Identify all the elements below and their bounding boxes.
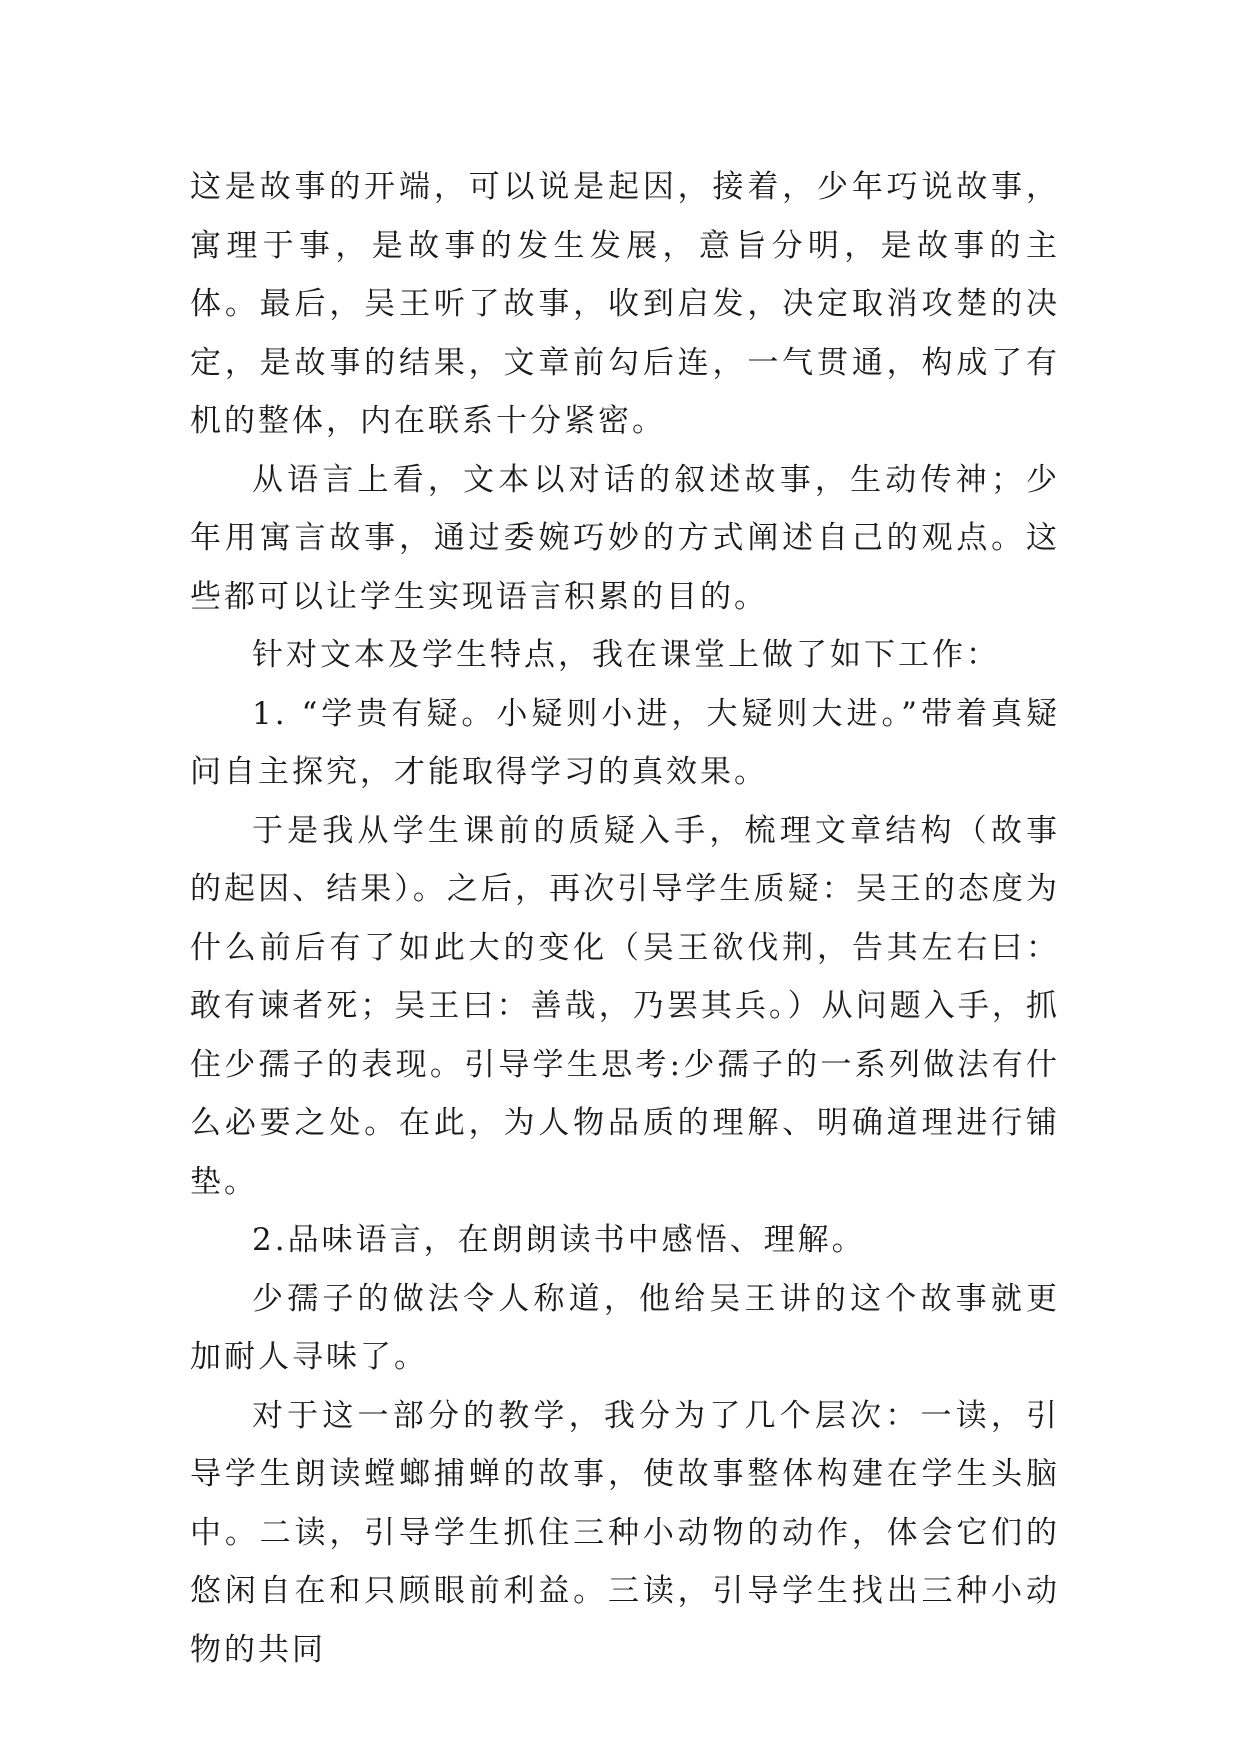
paragraph-2: 从语言上看，文本以对话的叙述故事，生动传神；少年用寓言故事，通过委婉巧妙的方式阐述自己的观点。这些都可以让学生实现语言积累的目的。 xyxy=(190,461,1060,615)
paragraph-5: 于是我从学生课前的质疑入手，梳理文章结构（故事的起因、结果）。之后，再次引导学生质疑：吴王的态度为什么前后有了如此大的变化（吴王欲伐荆，告其左右曰：敢有谏者死；吴王曰：善哉，乃罢其兵。）从问题入手，抓住少孺子的表现。引导学生思考:少孺子的一系列做法有什么必要之处。在此，为人物品质的理解、明确道理进行铺垫。 xyxy=(190,812,1060,1200)
paragraph-1: 这是故事的开端，可以说是起因，接着，少年巧说故事，寓理于事，是故事的发生发展，意旨分明，是故事的主体。最后，吴王听了故事，收到启发，决定取消攻楚的决定，是故事的结果，文章前勾后连，一气贯通，构成了有机的整体，内在联系十分紧密。 xyxy=(190,169,1060,439)
paragraph-3: 针对文本及学生特点，我在课堂上做了如下工作： xyxy=(252,637,1000,673)
body-text xyxy=(190,158,1060,1679)
paragraph-4: 1. “学贵有疑。小疑则小进，大疑则大进。”带着真疑问自主探究，才能取得学习的真效果。 xyxy=(190,695,1060,790)
paragraph-8: 对于这一部分的教学，我分为了几个层次：一读，引导学生朗读螳螂捕蝉的故事，使故事整体构建在学生头脑中。二读，引导学生抓住三种小动物的动作，体会它们的悠闲自在和只顾眼前利益。三读，引导学生找出三种小动物的共同 xyxy=(190,1397,1060,1668)
paragraph-7: 少孺子的做法令人称道，他给吴王讲的这个故事就更加耐人寻味了。 xyxy=(190,1280,1060,1375)
paragraph-6: 2.品味语言，在朗朗读书中感悟、理解。 xyxy=(252,1222,866,1258)
